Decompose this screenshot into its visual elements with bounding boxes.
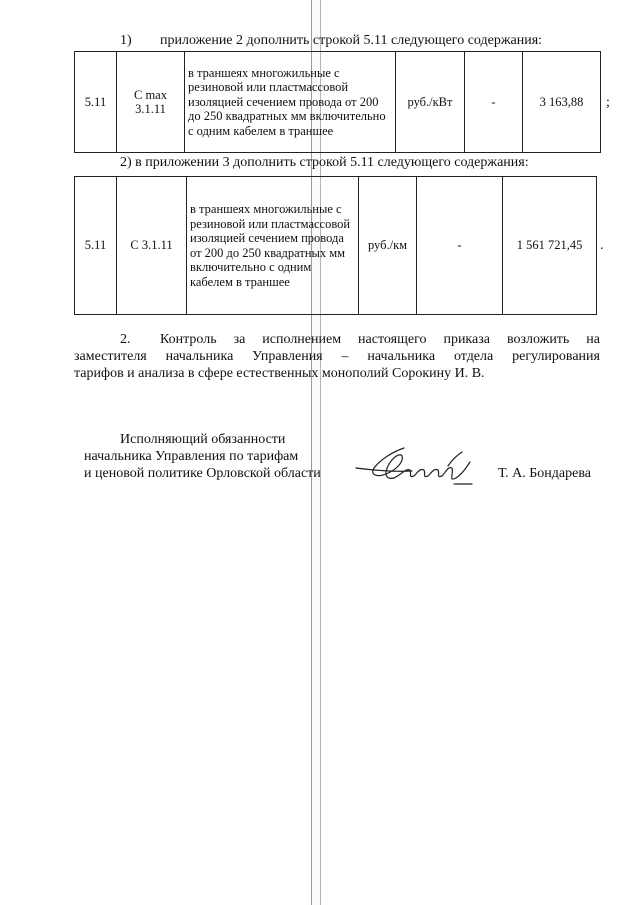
table-appendix-2 xyxy=(74,51,601,153)
table-appendix-3 xyxy=(74,176,597,315)
point-2-line-2: заместителя начальника Управления – начальника отдела регулирования xyxy=(74,349,600,364)
item-2-text: 2) в приложении 3 дополнить строкой 5.11 следующего содержания: xyxy=(120,155,529,170)
cell-number: 5.11 xyxy=(75,52,117,153)
item-1-number: 1) xyxy=(120,33,132,48)
cell-code: C max 3.1.11 xyxy=(117,52,185,153)
point-2-line-1: Контроль за исполнением настоящего приказа возложить на xyxy=(160,332,600,347)
table-row xyxy=(75,177,597,315)
cell-description: в траншеях многожильные с резиновой или пластмассовой изоляцией сечением провода от 200 до 250 квадратных мм включительно с одним кабелем в траншее xyxy=(187,177,359,315)
cell-unit: руб./км xyxy=(359,177,417,315)
item-1-text: приложение 2 дополнить строкой 5.11 следующего содержания: xyxy=(160,33,543,48)
cell-dash: - xyxy=(465,52,523,153)
cell-value: 1 561 721,45 xyxy=(503,177,597,315)
table-2-tail: . xyxy=(600,238,604,253)
table-row xyxy=(75,52,601,153)
point-2-number: 2. xyxy=(120,332,131,347)
cell-value: 3 163,88 xyxy=(523,52,601,153)
cell-number: 5.11 xyxy=(75,177,117,315)
signatory-name: Т. А. Бондарева xyxy=(498,466,591,481)
point-2-line-3: тарифов и анализа в сфере естественных монополий Сорокину И. В. xyxy=(74,366,485,381)
cell-dash: - xyxy=(417,177,503,315)
signature-title-line-1: Исполняющий обязанности xyxy=(120,432,286,447)
cell-description: в траншеях многожильные с резиновой или пластмассовой изоляцией сечением провода от 200 до 250 квадратных мм включительно с одним кабелем в траншее xyxy=(185,52,396,153)
table-1-tail: ; xyxy=(606,95,610,110)
cell-code: C 3.1.11 xyxy=(117,177,187,315)
signature-title-line-3: и ценовой политике Орловской области xyxy=(84,466,321,481)
signature-title-line-2: начальника Управления по тарифам xyxy=(84,449,299,464)
handwritten-signature xyxy=(352,438,477,490)
cell-unit: руб./кВт xyxy=(396,52,465,153)
